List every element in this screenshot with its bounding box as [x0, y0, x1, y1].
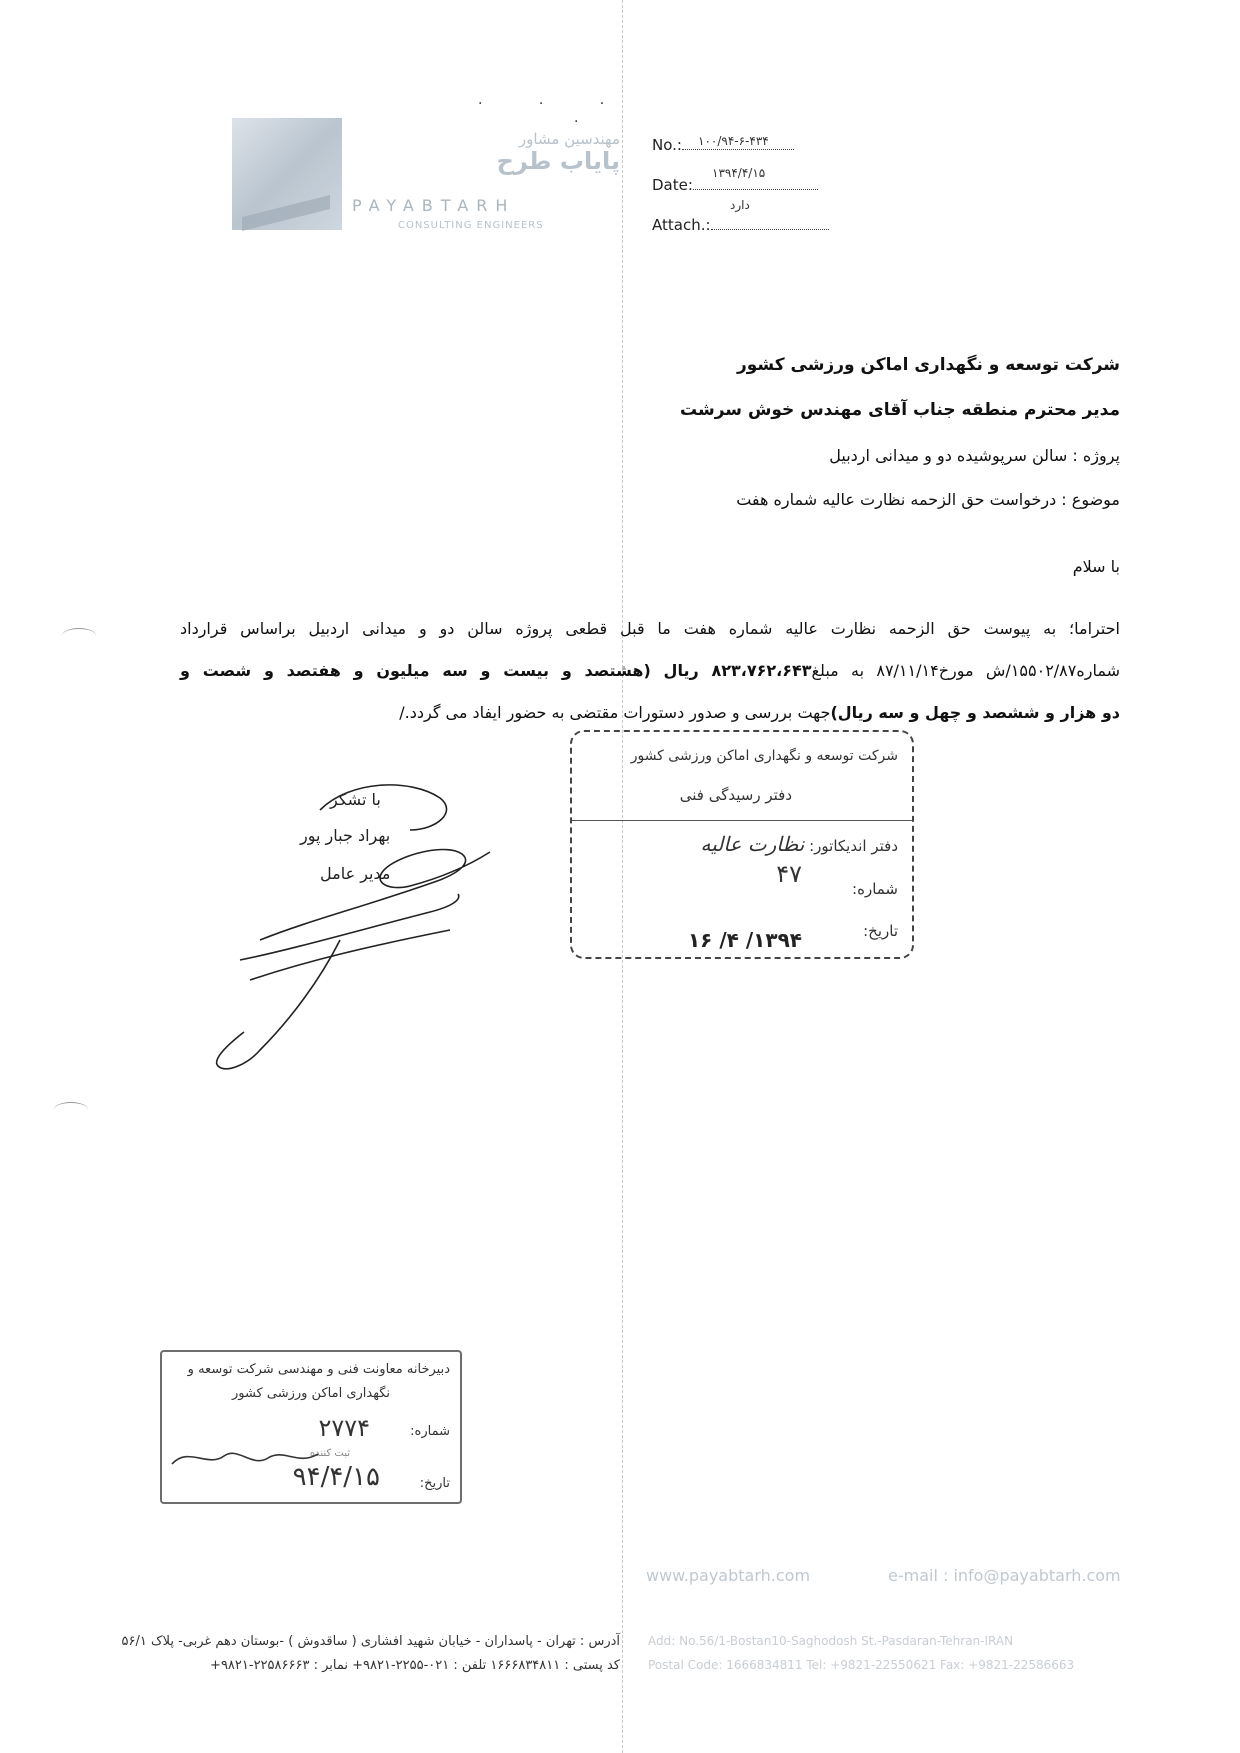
stamp-office-value: نظارت عالیه	[700, 832, 805, 856]
recipient-person: مدیر محترم منطقه جناب آقای مهندس خوش سرشت	[680, 400, 1120, 420]
stamp-dept: دفتر رسیدگی فنی	[679, 786, 792, 804]
stamp-divider	[572, 820, 912, 821]
body-line-2	[180, 650, 1120, 692]
stamp2-number-value: ۲۷۷۴	[318, 1414, 370, 1442]
stamp-office	[701, 832, 898, 856]
signatory-title: مدیر عامل	[320, 864, 391, 883]
logo-persian-text	[420, 128, 620, 175]
reference-attach	[652, 216, 829, 234]
stamp-number-value: ۴۷	[776, 860, 802, 888]
stamp-date-label: تاریخ:	[863, 922, 898, 940]
footer-address: آدرس : تهران - پاسداران - خیابان شهید افشاری ( ساقدوش ) -بوستان دهم غربی- پلاک ۵۶/۱	[121, 1634, 620, 1649]
logo-english-sub: CONSULTING ENGINEERS	[398, 220, 544, 231]
subject-line: موضوع : درخواست حق الزحمه نظارت عالیه شماره هفت	[736, 490, 1120, 509]
stamp-org: شرکت توسعه و نگهداری اماکن ورزشی کشور	[630, 748, 898, 764]
letter-body	[180, 608, 1120, 734]
scan-dot: .	[574, 110, 579, 126]
body-line-2-bold: ۸۲۳،۷۶۲،۶۴۳ ریال (هشتصد و بیست و سه میلیون و هفتصد و شصت و	[180, 661, 812, 680]
footer-address-en: Add: No.56/1-Bostan10-Saghodosh St.-Pasdaran-Tehran-IRAN	[648, 1634, 1014, 1648]
body-line-2-plain: شماره۱۵۵۰۲/۸۷/ش مورخ۸۷/۱۱/۱۴ به مبلغ	[811, 661, 1120, 680]
footer-contact-en: Postal Code: 1666834811 Tel: +9821-22550621 Fax: +9821-22586663	[648, 1658, 1075, 1672]
ref-no-value: ۱۰۰/۹۴-۶-۴۳۴	[698, 134, 769, 148]
body-line-3	[180, 692, 1120, 734]
logo-fa-small: مهندسین مشاور	[518, 130, 620, 148]
body-line-1: احتراما؛ به پیوست حق الزحمه نظارت عالیه شماره هفت ما قبل قطعی پروژه سالن دو و میدانی اردبیل براساس قرارداد	[180, 619, 1120, 638]
stamp2-handwriting	[168, 1438, 328, 1478]
signatory-name: بهراد جبار پور	[300, 826, 391, 845]
stamp2-date-value: ۹۴/۴/۱۵	[292, 1462, 380, 1492]
secretariat-stamp	[160, 1350, 462, 1504]
stamp2-sub-label: ثبت کننده	[309, 1448, 350, 1459]
body-line-3-bold: دو هزار و ششصد و چهل و سه ریال)	[830, 703, 1120, 722]
footer-email: e-mail : info@payabtarh.com	[888, 1566, 1121, 1585]
ref-attach-label: Attach.:	[652, 216, 711, 234]
body-line-3-plain: جهت بررسی و صدور دستورات مقتضی به حضور ایفاد می گردد./	[399, 703, 831, 722]
logo-fa-big: پایاب طرح	[496, 147, 620, 175]
received-stamp	[570, 730, 914, 959]
stamp-date-value: ۱۳۹۴/ ۴/ ۱۶	[687, 928, 802, 952]
stamp-office-label: دفتر اندیکاتور:	[809, 837, 898, 855]
handwritten-signature	[200, 770, 520, 1090]
project-line: پروژه : سالن سرپوشیده دو و میدانی اردبیل	[829, 446, 1120, 465]
punch-hole-mark	[54, 1102, 88, 1117]
scan-dots: . . .	[478, 92, 631, 108]
ref-date-label: Date:	[652, 176, 693, 194]
stamp2-line2: نگهداری اماکن ورزشی کشور	[231, 1386, 390, 1401]
ref-attach-value: دارد	[730, 198, 750, 212]
stamp-number-label: شماره:	[852, 880, 898, 898]
company-logo	[232, 118, 342, 230]
recipient-company: شرکت توسعه و نگهداری اماکن ورزشی کشور	[736, 355, 1120, 375]
stamp2-line1: دبیرخانه معاونت فنی و مهندسی شرکت توسعه و	[187, 1362, 450, 1377]
sign-off-thanks: با تشکر	[330, 790, 381, 809]
footer-contact: کد پستی : ۱۶۶۶۸۳۴۸۱۱ تلفن : ۰۲۱-۲۲۵۵-۹۸۲۱+ نمابر : ۲۲۵۸۶۶۶۳-۹۸۲۱+	[210, 1658, 620, 1673]
stamp2-date-label: تاریخ:	[419, 1476, 450, 1491]
ref-attach-dots	[711, 217, 829, 230]
footer-website: www.payabtarh.com	[646, 1566, 811, 1585]
ref-date-value: ۱۳۹۴/۴/۱۵	[712, 166, 766, 180]
ref-no-label: No.:	[652, 136, 682, 154]
punch-hole-mark	[62, 628, 96, 643]
stamp2-number-label: شماره:	[410, 1424, 450, 1439]
greeting: با سلام	[1072, 557, 1120, 576]
logo-english-name: PAYABTARH	[352, 196, 516, 215]
